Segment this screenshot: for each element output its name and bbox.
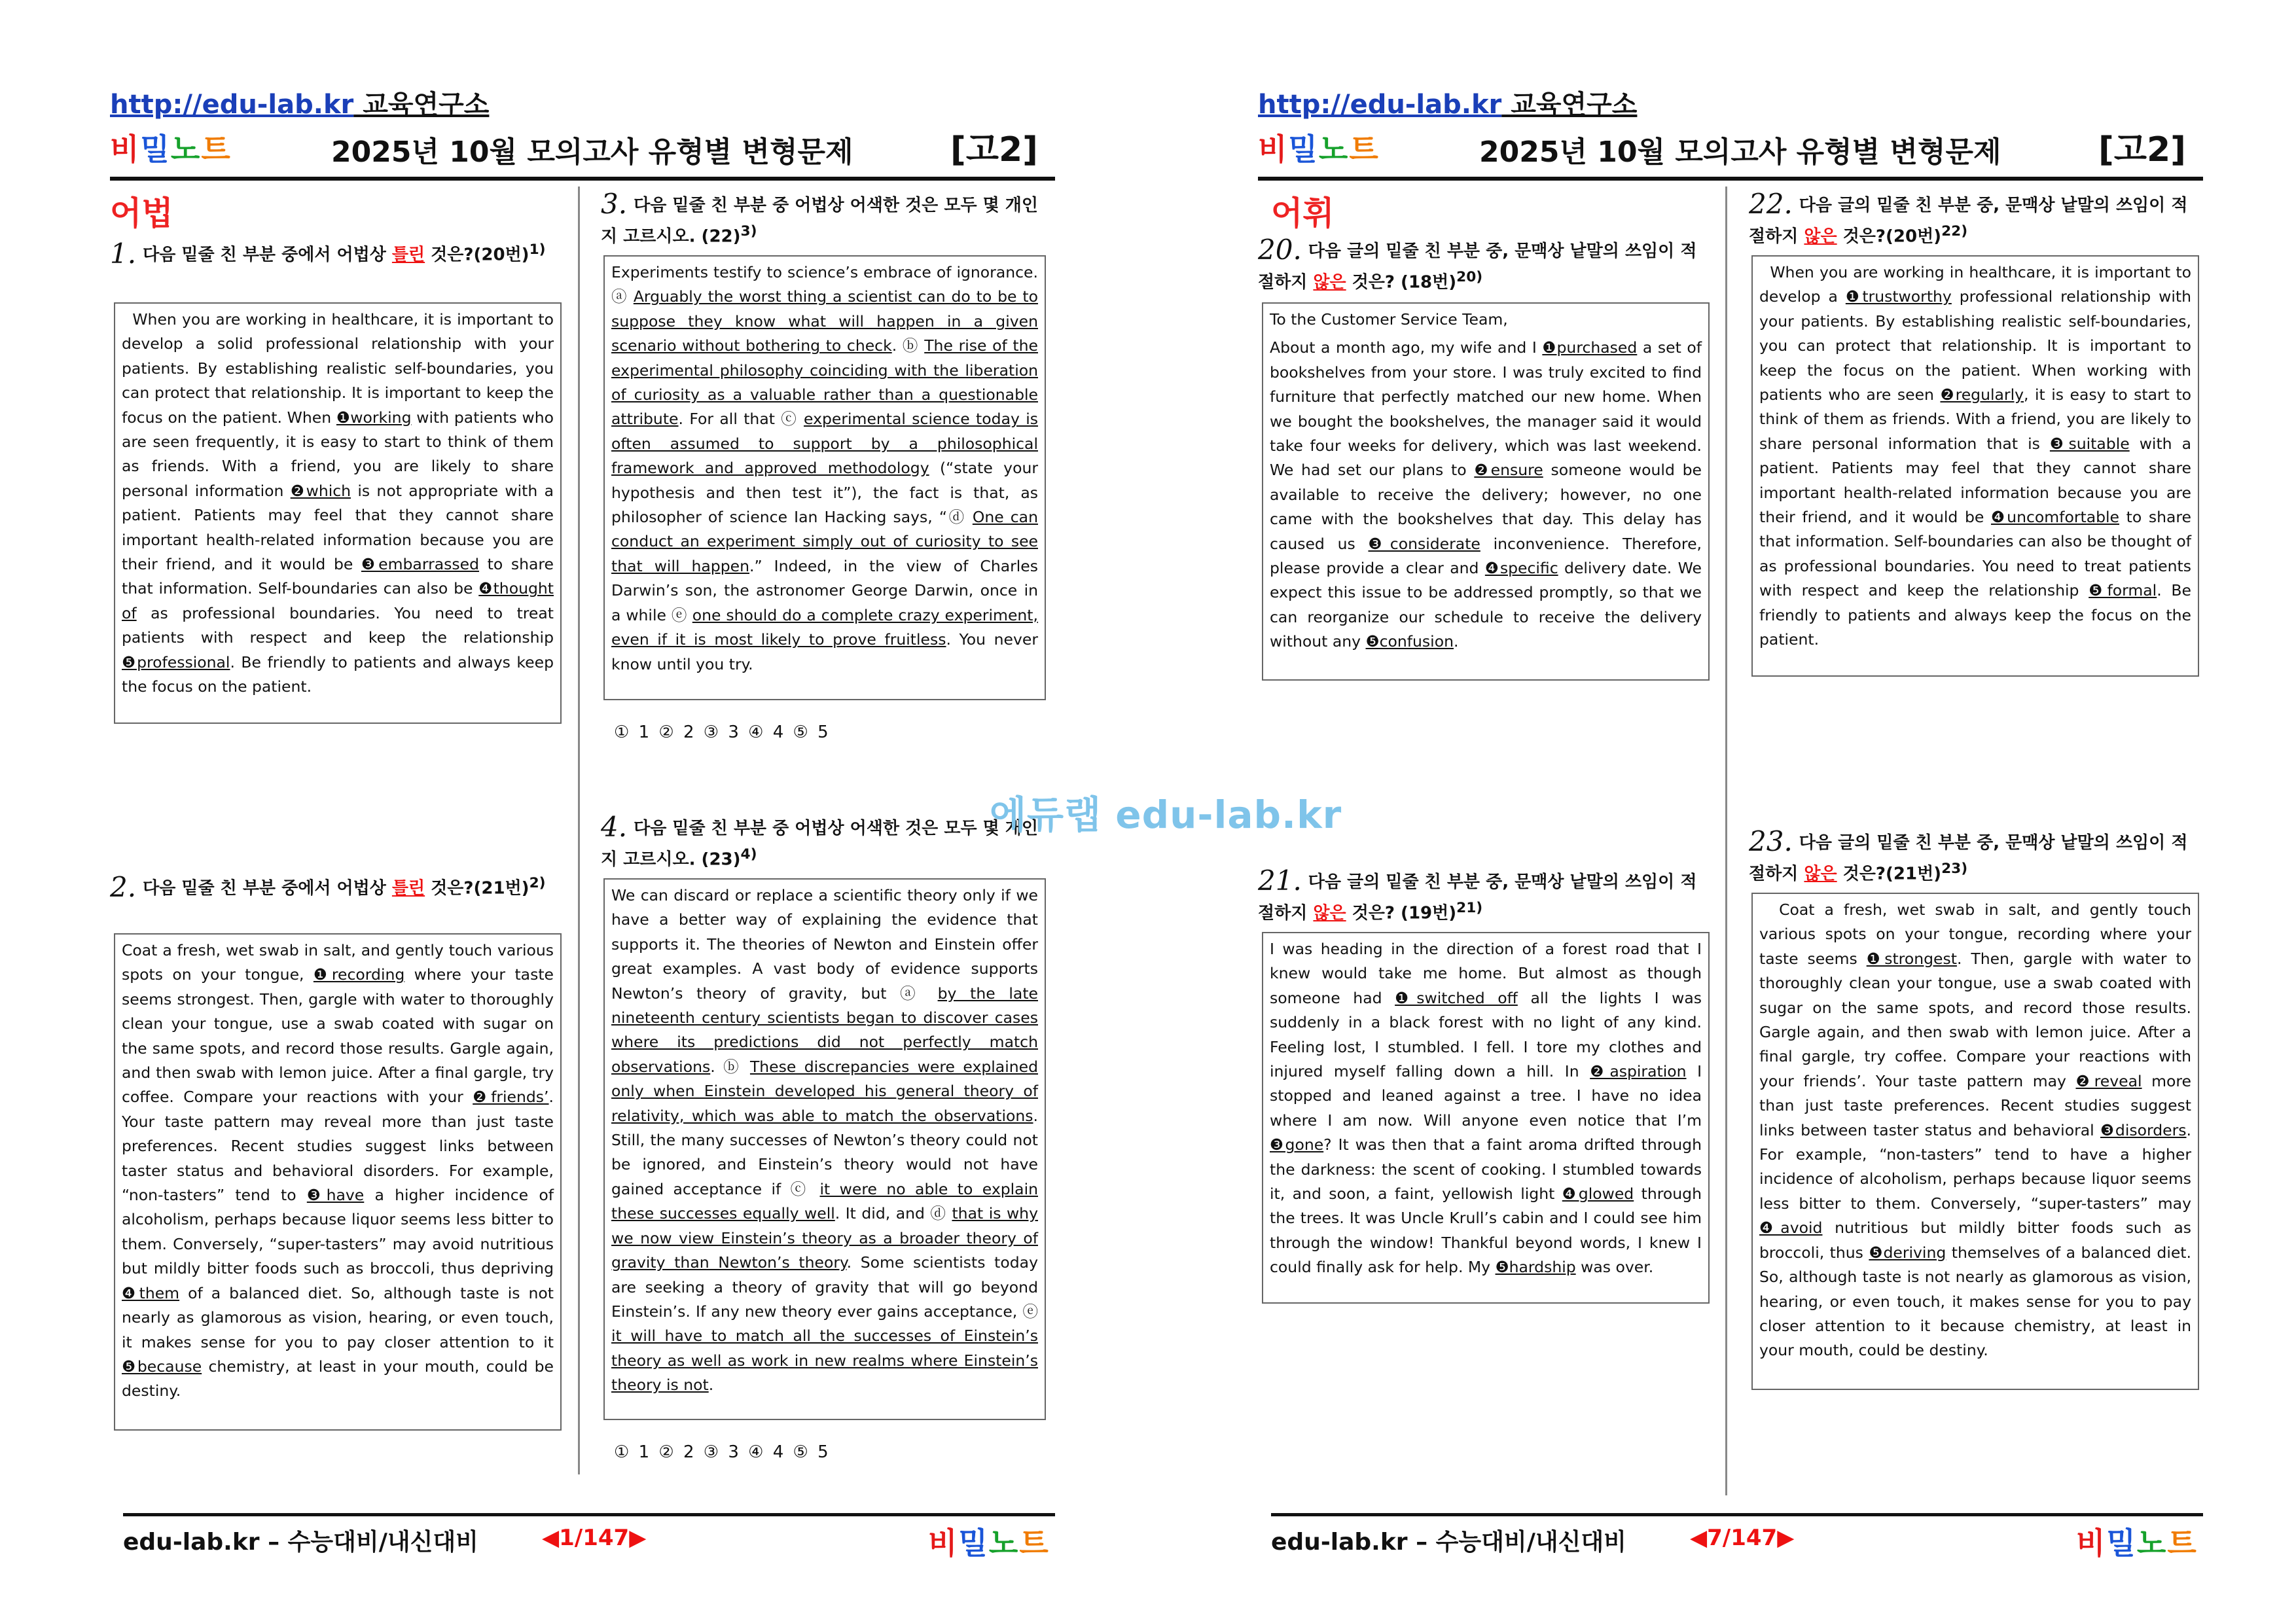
underlined-phrase: Arguably the worst thing a scientist can do to be to suppose they know what will happen in a given scenario without bothering to check (611, 287, 1038, 355)
underlined-word: ❺formal (2089, 581, 2157, 600)
question-21-heading (1258, 865, 1710, 927)
question-text: 다음 밑줄 친 부분 중 어법상 어색한 것은 모두 몇 개인지 고르시오. (22) (601, 196, 1039, 247)
brand-char: 비 (110, 132, 141, 167)
underlined-word: ❺professional (122, 652, 230, 671)
underlined-word: ❷aspiration (1590, 1062, 1687, 1081)
passage-text: When you are working in healthcare, it is important to develop a solid professional relationship with your patients. By establishing realistic self-boundaries, you can protect that relationship. It is important to keep the focus on the patient. When ❶working with patients who are seen frequently, it is easy to start to think of them as friends. With a friend, you are likely to share personal information ❷which is not appropriate with a patient. Patients may feel that they cannot share important health-related information because you are their friend, and it would be ❸embarrassed to share that information. Self-boundaries can also be ❹thought of as professional boundaries. You need to treat patients with respect and keep the relationship ❺professional. Be friendly to patients and always keep the focus on the patient. (122, 310, 554, 696)
footer-text: edu-lab.kr – 수능대비/내신대비 (123, 1529, 478, 1556)
brand-char: 밀 (140, 132, 171, 167)
page-number: ◀7/147▶ (1690, 1525, 1795, 1551)
question-number: 2. (110, 870, 137, 903)
column-divider (578, 187, 580, 1474)
footer-rule (1271, 1513, 2203, 1516)
passage-text: We can discard or replace a scientific theory only if we have a better way of explaining the evidence that supports it. The theories of Newton and Einstein offer great examples. A vast body of evidence supports Newton’s theory of gravity, but ⓐ by the late nineteenth century scientists began to discover cases where its predictions did not perfectly match observations. ⓑ These discrepancies were explained only when Einstein developed his general theory of relativity, which was able to match the observations. Still, the many successes of Newton’s theory could not be ignored, and Einstein’s theory would not have gained acceptance if ⓒ it were no able to explain these successes equally well. It did, and ⓓ that is why we now view Einstein’s theory as a broader theory of gravity than Newton’s theory. Some scientists today are seeking a theory of gravity that will go beyond Einstein’s. If any new theory ever gains acceptance, ⓔ it will have to match all the successes of Einstein’s theory as well as work in new realms where Einstein’s theory is not. (611, 886, 1038, 1395)
passage-text: Coat a fresh, wet swab in salt, and gently touch various spots on your tongue, recording where your taste seems ❶strongest. Then, gargle with water to thoroughly clean your tongue, use a swab coated with sugar on the same spots, and record those results. Gargle again, and then swab with lemon juice. After a final gargle, try coffee. Compare your reactions with your friends’. Your taste pattern may ❷reveal more than just taste preferences. Recent studies suggest links between taster status and behavioral ❸disorders. For example, “non-tasters” tend to have a higher incidence of alcoholism, perhaps because liquor seems less bitter to them. Conversely, “super-tasters” may ❹avoid nutritious but mildly bitter foods such as broccoli, thus ❺deriving themselves of a balanced diet. So, although taste is not nearly as glamorous as vision, hearing, or even touch, it makes sense for you to pay closer attention to it because chemistry, at least in your mouth, could be destiny. (1759, 901, 2192, 1360)
underlined-word: ❷reveal (2075, 1071, 2142, 1090)
brand-char: 트 (201, 132, 232, 167)
question-number: 22. (1749, 188, 1793, 220)
underlined-word: ❺because (122, 1357, 202, 1376)
letter-greeting: To the Customer Service Team, (1270, 310, 1508, 329)
question-1-heading (110, 237, 562, 268)
page-number: ◀1/147▶ (542, 1525, 647, 1551)
brand-char: 트 (1349, 132, 1380, 167)
brand-char: 노 (170, 132, 202, 167)
underlined-word: ❶recording (313, 965, 405, 984)
underlined-word: ❹them (122, 1283, 180, 1302)
underlined-word: ❶purchased (1542, 338, 1638, 357)
underlined-word: ❸disorders (2100, 1120, 2187, 1139)
passage-text: Experiments testify to science’s embrace of ignorance. ⓐ Arguably the worst thing a scientist can do to be to suppose they know what will happen in a given scenario without bothering to check. ⓑ The rise of the experimental philosophy coinciding with the liberation of curiosity as a valuable rather than a questionable attribute. For all that ⓒ experimental science today is often assumed to support by a philosophical framework and approved methodology (“state your hypothesis and then test it”), the fact is that, as philosopher of science Ian Hacking says, “ⓓ One can conduct an experiment simply out of curiosity to see that will happen.” Indeed, in the view of Charles Darwin’s son, the astronomer George Darwin, once in a while ⓔ one should do a complete crazy experiment, even if it is most likely to prove fruitless. You never know until you try. (611, 263, 1039, 673)
underlined-phrase: The rise of the experimental philosophy coinciding with the liberation of curiosity as a valuable rather than a questionable attribute (611, 336, 1038, 429)
underlined-phrase: experimental science today is often assumed to support by a philosophical framework and approved methodology (611, 410, 1038, 478)
passage-box-23 (1751, 893, 2199, 1390)
underlined-word: ❷friends’ (473, 1088, 549, 1107)
footer-rule (123, 1513, 1055, 1516)
question-text: 것은?(21번) (1837, 864, 1942, 884)
org-name: 교육연구소 (353, 90, 490, 120)
underlined-word: ❺hardship (1495, 1258, 1576, 1277)
question-20-heading (1258, 234, 1710, 296)
question-23-heading (1749, 825, 2194, 887)
brand-logo (110, 123, 232, 171)
underlined-word: ❸considerate (1368, 534, 1480, 553)
question-number: 20. (1258, 234, 1302, 266)
passage-box-20 (1262, 302, 1710, 681)
footer-text: edu-lab.kr – 수능대비/내신대비 (1271, 1529, 1626, 1556)
underlined-phrase: by the late nineteenth century scientists began to discover cases where its predictions did not perfectly match observations (611, 984, 1038, 1076)
site-link[interactable]: http://edu-lab.kr (110, 90, 354, 120)
passage-box-22 (1751, 255, 2199, 677)
footnote-ref: 23) (1941, 861, 1968, 877)
footnote-ref: 2) (529, 875, 546, 891)
question-text: 다음 글의 밑줄 친 부분 중, 문맥상 낱말의 쓰임이 적절하지 (1258, 241, 1697, 293)
watermark: 에듀랩 edu-lab.kr (990, 793, 1342, 837)
footnote-ref: 1) (529, 241, 546, 258)
passage-box-3 (603, 255, 1046, 700)
grade-label: [고2] (2098, 130, 2186, 169)
passage-text: When you are working in healthcare, it is important to develop a ❶trustworthy professional relationship with your patients. By establishing realistic self-boundaries, you can protect that relationship. It is important to keep the focus on the patient. When working with patients who are seen ❷regularly, it is easy to start to think of them as friends. With a friend, you are likely to share personal information that is ❸suitable with a patient. Patients may feel that they cannot share important health-related information because you are their friend, and it would be ❹uncomfortable to share that information. Self-boundaries can also be thought of as professional boundaries. You need to treat patients with respect and keep the relationship ❺formal. Be friendly to patients and always keep the focus on the patient. (1759, 263, 2192, 649)
footnote-ref: 21) (1456, 900, 1483, 916)
underlined-word: ❹specific (1484, 559, 1558, 578)
underlined-word: ❹thought of (122, 579, 554, 622)
question-number: 1. (110, 237, 137, 270)
question-2-heading (110, 870, 562, 902)
header-rule (1258, 177, 2203, 181)
underlined-word: ❸have (306, 1186, 365, 1205)
column-divider (1725, 187, 1727, 1495)
page-title: 2025년 10월 모의고사 유형별 변형문제 (1479, 135, 2001, 169)
question-number: 4. (601, 811, 628, 843)
underlined-phrase: it were no able to explain these successes equally well (611, 1179, 1038, 1223)
passage-box-2 (114, 933, 562, 1431)
emphasis-word: 않은 (1313, 903, 1346, 923)
question-number: 23. (1749, 825, 1793, 857)
passage-box-21 (1262, 932, 1710, 1304)
page-title: 2025년 10월 모의고사 유형별 변형문제 (331, 135, 853, 169)
underlined-phrase: one should do a complete crazy experiment, even if it is most likely to prove fruitless (611, 605, 1038, 649)
footnote-ref: 3) (740, 223, 757, 240)
answer-choices-4[interactable]: ① 1 ② 2 ③ 3 ④ 4 ⑤ 5 (614, 1442, 829, 1462)
header-url[interactable] (110, 84, 489, 121)
emphasis-word: 틀린 (391, 245, 425, 265)
brand-char: 밀 (1288, 132, 1319, 167)
underlined-phrase: These discrepancies were explained only when Einstein developed his general theory of relativity, which was able to match the observations (611, 1057, 1038, 1125)
underlined-word: ❶switched off (1395, 988, 1518, 1007)
underlined-phrase: One can conduct an experiment simply out of curiosity to see that will happen (611, 508, 1038, 575)
question-22-heading (1749, 188, 2194, 250)
passage-text: I was heading in the direction of a forest road that I knew would take me home. But almost as though someone had ❶switched off all the lights I was suddenly in a black forest with no light of any kind. Feeling lost, I stumbled. I fell. I tore my clothes and injured myself falling down a hill. In ❷aspiration I stopped and leaned against a tree. I have no idea where I am now. Will anyone even notice that I’m ❸gone? It was then that a faint aroma drifted through the darkness: the scent of cooking. I stumbled towards it, and soon, a faint, yellowish light ❹glowed through the trees. It was Uncle Krull’s cabin and I could see him through the window! Thankful beyond words, I knew I could finally ask for help. My ❺hardship was over. (1270, 940, 1702, 1277)
question-text: 다음 밑줄 친 부분 중에서 어법상 (143, 878, 392, 899)
question-text: 것은?(20번) (425, 245, 529, 265)
site-link[interactable]: http://edu-lab.kr (1258, 90, 1502, 120)
underlined-word: ❶strongest (1866, 949, 1957, 968)
passage-box-4 (603, 878, 1046, 1420)
question-text: 것은?(21번) (425, 878, 529, 899)
underlined-word: ❶trustworthy (1845, 287, 1952, 306)
footer-brand-logo: 비밀노트 (2076, 1525, 2198, 1561)
underlined-phrase: it will have to match all the successes of Einstein’s theory as well as work in new realms where Einstein’s theory is not (611, 1327, 1038, 1395)
question-text: 다음 글의 밑줄 친 부분 중, 문맥상 낱말의 쓰임이 적절하지 (1258, 872, 1697, 923)
question-text: 다음 밑줄 친 부분 중 어법상 어색한 것은 모두 몇 개인지 고르시오. (23) (601, 819, 1039, 870)
question-number: 21. (1258, 865, 1302, 897)
underlined-word: ❸gone (1270, 1135, 1324, 1154)
passage-text: Coat a fresh, wet swab in salt, and gently touch various spots on your tongue, ❶recording where your taste seems strongest. Then, gargle with water to thoroughly clean your tongue, use a swab coated with sugar on the same spots, and record those results. Gargle again, and then swab with lemon juice. After a final gargle, try coffee. Compare your reactions with your ❷friends’. Your taste pattern may reveal more than just taste preferences. Recent studies suggest links between taster status and behavioral disorders. For example, “non-tasters” tend to ❸have a higher incidence of alcoholism, perhaps because liquor seems less bitter to them. Conversely, “super-tasters” may avoid nutritious but mildly bitter foods such as broccoli, thus depriving ❹them of a balanced diet. So, although taste is not nearly as glamorous as vision, hearing, or even touch, it makes sense for you to pay closer attention to it ❺because chemistry, at least in your mouth, could be destiny. (122, 941, 554, 1400)
question-4-heading (601, 811, 1046, 873)
question-text: 것은?(20번) (1837, 226, 1942, 247)
question-text: 다음 글의 밑줄 친 부분 중, 문맥상 낱말의 쓰임이 적절하지 (1749, 196, 2188, 247)
emphasis-word: 않은 (1313, 272, 1346, 293)
question-text: 것은? (19번) (1346, 903, 1457, 923)
footer-brand-logo: 비밀노트 (928, 1525, 1050, 1561)
underlined-word: ❷which (290, 481, 351, 500)
question-text: 다음 글의 밑줄 친 부분 중, 문맥상 낱말의 쓰임이 적절하지 (1749, 833, 2188, 884)
footnote-ref: 20) (1456, 269, 1483, 285)
question-text: 것은? (18번) (1346, 272, 1457, 293)
underlined-word: ❺confusion (1365, 632, 1454, 651)
question-number: 3. (601, 188, 628, 220)
underlined-word: ❸suitable (2049, 434, 2130, 453)
brand-logo (1258, 123, 1380, 171)
underlined-phrase: that is why we now view Einstein’s theory as a broader theory of gravity than Newton’s theory (611, 1204, 1038, 1272)
underlined-word: ❷ensure (1474, 461, 1543, 480)
passage-box-1 (114, 302, 562, 724)
section-title: 어휘 (1271, 194, 1335, 232)
section-title: 어법 (110, 194, 173, 232)
question-text: 다음 밑줄 친 부분 중에서 어법상 (143, 245, 392, 265)
underlined-word: ❹uncomfortable (1990, 508, 2119, 527)
question-3-heading (601, 188, 1046, 250)
org-name: 교육연구소 (1501, 90, 1638, 120)
underlined-word: ❺deriving (1869, 1243, 1946, 1262)
footnote-ref: 4) (740, 846, 757, 863)
answer-choices-3[interactable]: ① 1 ② 2 ③ 3 ④ 4 ⑤ 5 (614, 722, 829, 742)
emphasis-word: 틀린 (391, 878, 425, 899)
brand-char: 비 (1258, 132, 1289, 167)
grade-label: [고2] (950, 130, 1038, 169)
underlined-word: ❶working (336, 408, 412, 427)
emphasis-word: 않은 (1804, 226, 1837, 247)
passage-text: About a month ago, my wife and I ❶purchased a set of bookshelves from your store. I was truly excited to find furniture that perfectly matched our new home. When we bought the bookshelves, the manager said it would take four weeks for delivery, which was last weekend. We had set our plans to ❷ensure someone would be available to receive the delivery; however, no one came with the bookshelves that day. This delay has caused us ❸considerate inconvenience. Therefore, please provide a clear and ❹specific delivery date. We expect this issue to be addressed promptly, so that we can reorganize our schedule to receive the delivery without any ❺confusion. (1270, 338, 1702, 651)
header-url[interactable] (1258, 84, 1637, 121)
underlined-word: ❸embarrassed (361, 555, 479, 574)
footnote-ref: 22) (1941, 223, 1968, 240)
underlined-word: ❹glowed (1562, 1185, 1634, 1204)
brand-char: 노 (1318, 132, 1350, 167)
header-rule (110, 177, 1055, 181)
underlined-word: ❷regularly (1940, 385, 2024, 404)
underlined-word: ❹avoid (1759, 1219, 1823, 1238)
emphasis-word: 않은 (1804, 864, 1837, 884)
